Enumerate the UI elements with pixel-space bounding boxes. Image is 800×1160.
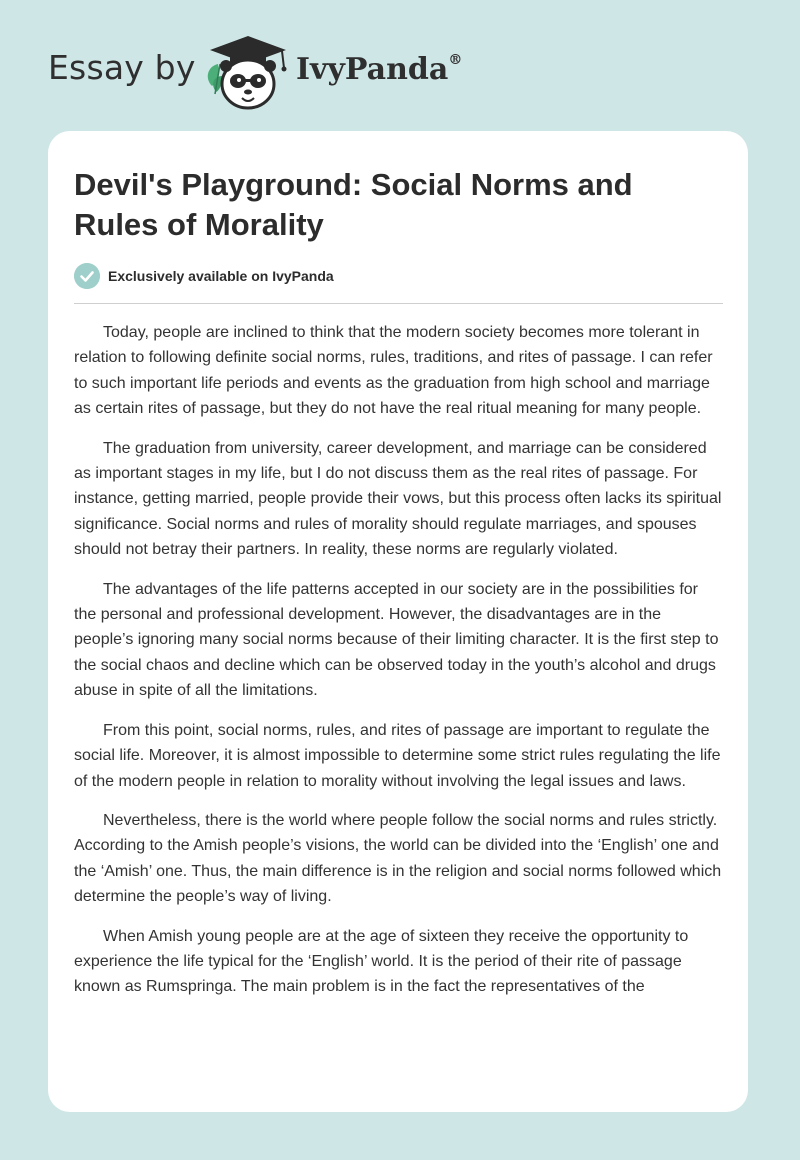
registered-mark: ®: [448, 52, 463, 68]
paragraph: Today, people are inclined to think that the modern society becomes more tolerant in relation to following definite social norms, rules, traditions, and rites of passage. I can refer to such important life periods and events as the graduation from high school and marriage as certain rites of passage, but they do not have the real ritual meaning for many people.: [74, 324, 713, 418]
page-title: Devil's Playground: Social Norms and Rules of Morality: [74, 167, 633, 242]
paragraph: The graduation from university, career development, and marriage can be considered as important stages in my life, but I do not discuss them as the real rites of passage. For instance, getting married, people provide their vows, but this process often lacks its spiritual significance. Social norms and rules of morality should regulate marriages, and spouses should not betray their partners. In reality, these norms are regularly violated.: [74, 439, 722, 559]
paragraph: Nevertheless, there is the world where people follow the social norms and rules strictly. According to the Amish people’s visions, the world can be divided into the ‘English’ one and the ‘Amish’ one. Thus, the main difference is in the religion and social norms followed which determine the people’s way of living.: [74, 811, 722, 906]
panda-logo-icon[interactable]: [200, 34, 296, 112]
paragraph: From this point, social norms, rules, and rites of passage are important to regulate the social life. Moreover, it is almost impossible to determine some strict rules regulating the life of the modern people in relation to morality without involving the legal issues and laws.: [74, 721, 721, 790]
site-header: [48, 34, 508, 114]
essay-body: [74, 320, 724, 1014]
essay-by-label: Essay by: [48, 48, 196, 87]
exclusive-label: Exclusively available on IvyPanda: [108, 268, 334, 284]
exclusive-badge: [74, 263, 474, 289]
paragraph: When Amish young people are at the age of sixteen they receive the opportunity to experience the life typical for the ‘English’ world. It is the period of their rite of passage known as Rumspringa. The main problem is in the fact the representatives of the: [74, 927, 689, 996]
paragraph: The advantages of the life patterns accepted in our society are in the possibilities for the personal and professional development. However, the disadvantages are in the people’s ignoring many social norms because of their limiting character. It is the first step to the social chaos and decline which can be observed today in the youth’s alcohol and drugs abuse in spite of all the limitations.: [74, 580, 719, 700]
check-icon: [74, 263, 100, 289]
divider: [74, 303, 723, 304]
essay-card: [48, 131, 748, 1112]
brand-name[interactable]: IvyPanda®: [296, 52, 463, 87]
